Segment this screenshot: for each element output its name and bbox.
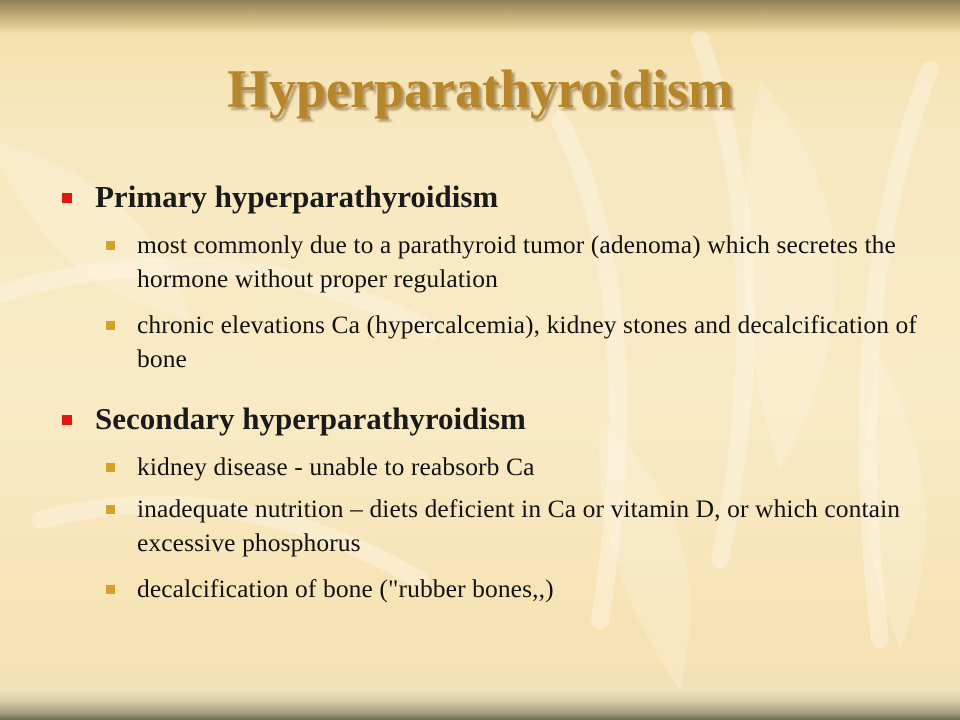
gold-square-bullet-icon — [106, 321, 115, 330]
section-heading-primary — [58, 178, 918, 216]
list-item — [99, 308, 918, 376]
slide-content — [58, 178, 918, 618]
list-item-text: kidney disease - unable to reabsorb Ca — [137, 452, 535, 481]
list-item — [99, 450, 918, 484]
red-square-bullet-icon — [62, 193, 72, 203]
list-item — [99, 492, 918, 560]
slide-title: Hyperparathyroidism — [226, 59, 733, 119]
list-item-text: decalcification of bone ("rubber bones,,) — [137, 574, 554, 603]
bottom-shadow-band — [0, 688, 960, 720]
section-heading-text: Secondary hyperparathyroidism — [95, 401, 526, 436]
section-spacer — [58, 388, 918, 400]
red-square-bullet-icon — [62, 415, 72, 425]
list-item — [99, 228, 918, 296]
list-item-text: chronic elevations Ca (hypercalcemia), kidney stones and decalcification of bone — [137, 310, 917, 373]
list-item-text: inadequate nutrition – diets deficient in Ca or vitamin D, or which contain excessive phosphorus — [137, 494, 901, 557]
gold-square-bullet-icon — [106, 505, 115, 514]
list-item-text: most commonly due to a parathyroid tumor (adenoma) which secretes the hormone without proper regulation — [137, 230, 896, 293]
gold-square-bullet-icon — [106, 585, 115, 594]
gold-square-bullet-icon — [106, 463, 115, 472]
section-heading-secondary — [58, 400, 918, 438]
list-item — [99, 572, 918, 606]
gold-square-bullet-icon — [106, 241, 115, 250]
section-heading-text: Primary hyperparathyroidism — [95, 179, 499, 214]
